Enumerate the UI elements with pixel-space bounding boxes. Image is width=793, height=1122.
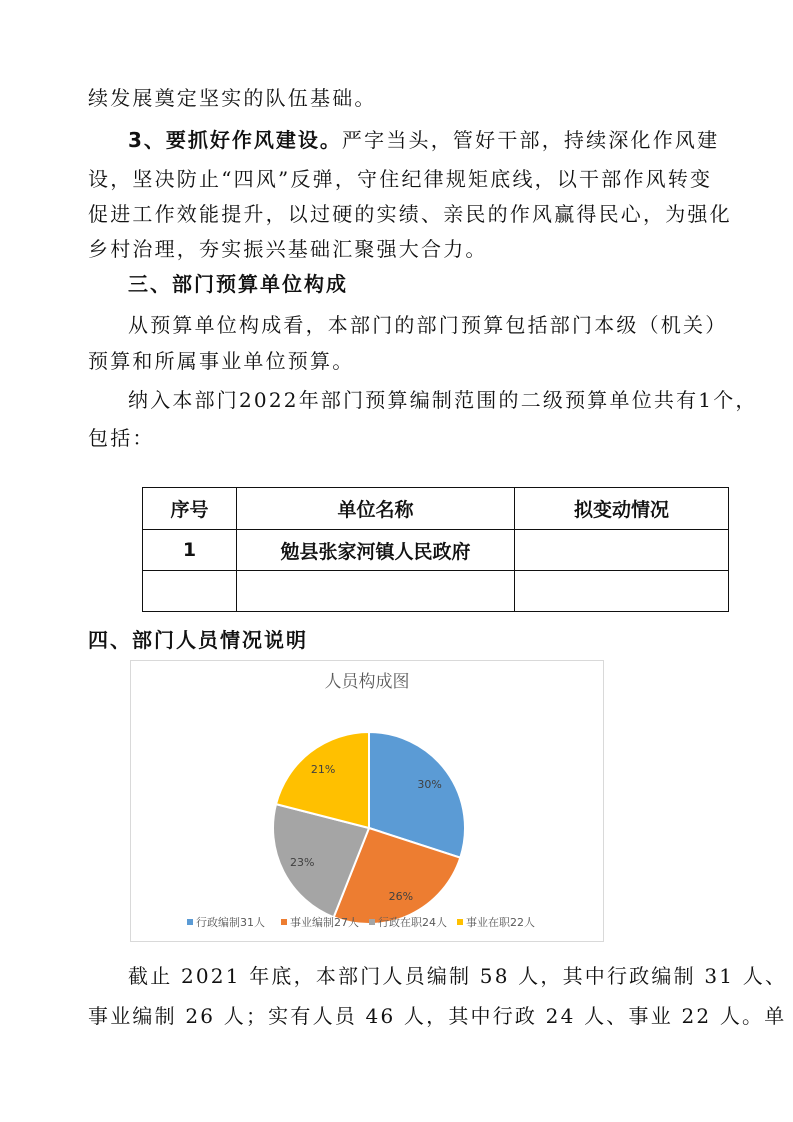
chart-title: 人员构成图	[324, 672, 410, 692]
paragraph-line	[128, 124, 719, 153]
legend-label: 行政编制31人	[196, 916, 265, 929]
legend-item	[187, 915, 265, 929]
budget-units-table	[142, 487, 729, 612]
legend-item	[369, 915, 447, 929]
table-cell: 1	[143, 530, 237, 571]
legend-label: 行政在职24人	[378, 916, 447, 929]
table-cell: 勉县张家河镇人民政府	[237, 530, 515, 571]
pie-chart-svg	[131, 661, 603, 941]
paragraph-line: 促进工作效能提升，以过硬的实绩、亲民的作风赢得民心，为强化	[88, 202, 732, 226]
table-row	[143, 530, 729, 571]
table-header-cell: 单位名称	[237, 488, 515, 530]
table-cell	[515, 571, 729, 612]
paragraph-line: 预算和所属事业单位预算。	[88, 349, 355, 373]
paragraph-line: 截止 2021 年底，本部门人员编制 58 人，其中行政编制 31 人、	[128, 964, 788, 988]
table-header-cell: 拟变动情况	[515, 488, 729, 530]
pie-data-label: 21%	[310, 762, 336, 776]
legend-label: 事业在职22人	[466, 916, 535, 929]
table-cell	[515, 530, 729, 571]
legend-item	[457, 915, 535, 929]
section-heading-4: 四、部门人员情况说明	[88, 628, 308, 652]
paragraph-line: 纳入本部门2022年部门预算编制范围的二级预算单位共有1个，	[128, 388, 758, 412]
paragraph-line: 事业编制 26 人；实有人员 46 人，其中行政 24 人、事业 22 人。单	[88, 1004, 787, 1028]
legend-swatch	[187, 919, 193, 925]
paragraph-line: 乡村治理，夯实振兴基础汇聚强大合力。	[88, 237, 488, 261]
personnel-pie-chart	[130, 660, 604, 942]
table-cell	[143, 571, 237, 612]
pie-data-label: 23%	[290, 855, 315, 869]
paragraph-line: 包括：	[88, 426, 155, 450]
table-header-cell: 序号	[143, 488, 237, 530]
table-cell	[237, 571, 515, 612]
table-header-row	[143, 488, 729, 530]
section-heading-3: 三、部门预算单位构成	[128, 272, 348, 296]
paragraph-line: 续发展奠定坚实的队伍基础。	[88, 86, 377, 110]
legend-swatch	[281, 919, 287, 925]
pie-data-label: 30%	[417, 777, 442, 791]
paragraph-line: 设，坚决防止“四风”反弹，守住纪律规矩底线，以干部作风转变	[88, 167, 713, 191]
legend-swatch	[457, 919, 463, 925]
legend-item	[281, 915, 359, 929]
paragraph-line: 从预算单位构成看，本部门的部门预算包括部门本级（机关）	[128, 313, 728, 337]
legend-swatch	[369, 919, 375, 925]
subheading-work-style: 3、要抓好作风建设。	[128, 128, 342, 152]
paragraph-text: 严字当头，管好干部，持续深化作风建	[341, 128, 720, 152]
legend-label: 事业编制27人	[290, 916, 359, 929]
table-row	[143, 571, 729, 612]
pie-data-label: 26%	[388, 889, 414, 903]
